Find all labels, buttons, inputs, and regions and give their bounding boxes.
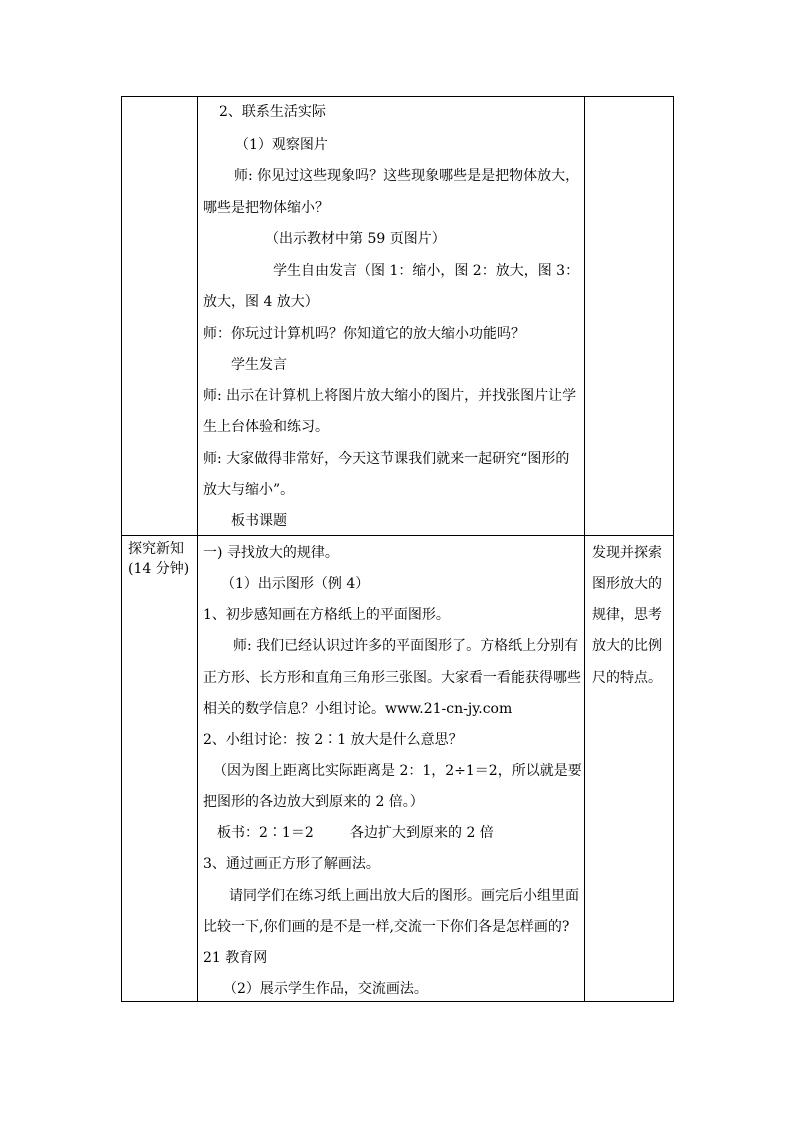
- row2-line-2: （1）出示图形（例 4）: [221, 576, 370, 592]
- row1-line-6: 学生自由发言（图 1：缩小，图 2：放大，图 3：: [273, 263, 580, 279]
- row1-line-1: 2、联系生活实际: [219, 104, 326, 120]
- row2-line-9: 把图形的各边放大到原来的 2 倍。）: [203, 794, 424, 810]
- lesson-table: [121, 96, 674, 1002]
- row2-line-11: 各边扩大到原来的 2 倍: [350, 825, 494, 841]
- row2-line-1: 一) 寻找放大的规律。: [203, 545, 339, 561]
- row1-line-13: 放大与缩小”。: [203, 482, 295, 498]
- row2-line-6: 相关的数学信息？小组讨论。www.21-cn-jy.com: [203, 701, 513, 717]
- row-divider: [122, 535, 673, 536]
- goal-line-4: 放大的比例: [592, 638, 662, 654]
- goal-line-5: 尺的特点。: [592, 670, 662, 686]
- row1-line-14: 板书课题: [231, 513, 287, 529]
- row1-line-11: 生上台体验和练习。: [203, 419, 329, 435]
- row2-line-5: 正方形、长方形和直角三角形三张图。大家看一看能获得哪些: [203, 670, 581, 686]
- row1-line-9: 学生发言: [231, 357, 287, 373]
- row1-line-8: 师：你玩过计算机吗？你知道它的放大缩小功能吗？: [203, 326, 525, 342]
- row1-line-5: （出示教材中第 59 页图片）: [265, 231, 446, 247]
- row2-line-12: 3、通过画正方形了解画法。: [203, 856, 380, 872]
- row1-line-7: 放大，图 4 放大）: [203, 294, 319, 310]
- row2-line-10: 板书：2∶1＝2: [217, 825, 314, 841]
- row2-line-15: 21 教育网: [203, 950, 268, 966]
- goal-line-2: 图形放大的: [592, 576, 662, 592]
- row2-line-8: （因为图上距离比实际距离是 2：1，2÷1＝2，所以就是要: [213, 763, 582, 779]
- row2-line-13: 请同学们在练习纸上画出放大后的图形。画完后小组里面: [229, 888, 579, 904]
- stage-label: 探究新知: [128, 541, 184, 557]
- row1-line-4: 哪些是把物体缩小？: [203, 200, 329, 216]
- column-divider-2: [584, 97, 585, 1001]
- goal-line-3: 规律，思考: [592, 607, 662, 623]
- row1-line-12: 师: 大家做得非常好，今天这节课我们就来一起研究“图形的: [203, 451, 570, 467]
- row2-line-14: 比较一下,你们画的是不是一样,交流一下你们各是怎样画的?: [203, 919, 570, 935]
- column-divider-1: [197, 97, 198, 1001]
- row1-line-2: （1）观察图片: [235, 137, 328, 153]
- row2-line-16: （2）展示学生作品，交流画法。: [223, 981, 428, 997]
- row1-line-10: 师: 出示在计算机上将图片放大缩小的图片，并找张图片让学: [203, 388, 577, 404]
- row2-line-3: 1、初步感知画在方格纸上的平面图形。: [203, 607, 450, 623]
- goal-line-1: 发现并探索: [592, 545, 662, 561]
- stage-time: (14 分钟): [128, 561, 190, 577]
- row2-line-4: 师: 我们已经认识过许多的平面图形了。方格纸上分别有: [233, 638, 579, 654]
- row2-line-7: 2、小组讨论：按 2∶1 放大是什么意思？: [203, 732, 463, 748]
- row1-line-3: 师: 你见过这些现象吗？这些现象哪些是是把物体放大，: [234, 168, 580, 184]
